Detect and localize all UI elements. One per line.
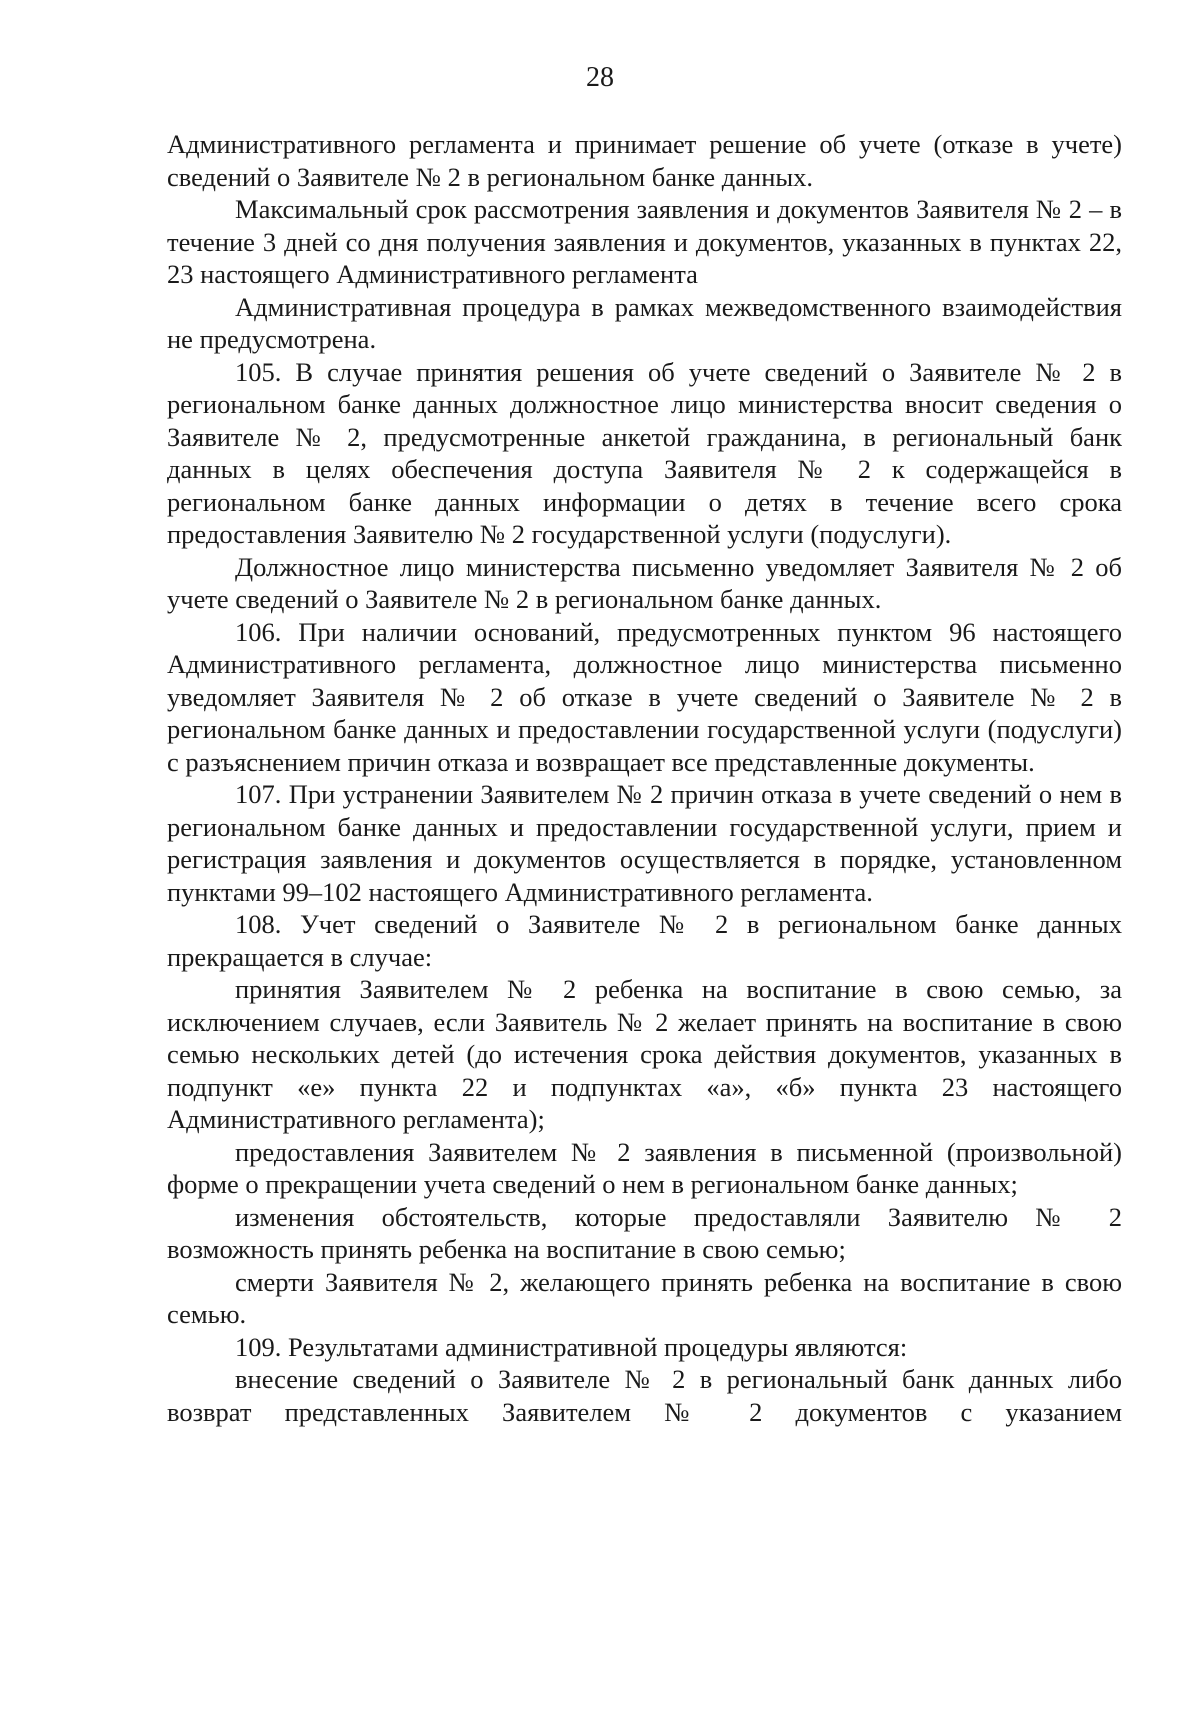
paragraph: Административного регламента и принимает решение об учете (отказе в учете) сведений о Заявителе № 2 в региональном банке данных. [167, 129, 1122, 192]
paragraph-item-105: 105. В случае принятия решения об учете сведений о Заявителе № 2 в региональном банке данных должностное лицо министерства вносит сведения о Заявителе № 2, предусмотренные анкетой гражданина, в региональный банк данных в целях обеспечения доступа Заявителя № 2 к содержащейся в региональном банке данных информации о детях в течение всего срока предоставления Заявителю № 2 государственной услуги (подуслуги). [167, 356, 1122, 549]
paragraph-item-106: 106. При наличии оснований, предусмотренных пунктом 96 настоящего Административного регламента, должностное лицо министерства письменно уведомляет Заявителя № 2 об отказе в учете сведений о Заявителе № 2 в региональном банке данных и предоставлении государственной услуги (подуслуги) с разъяснением причин отказа и возвращает все представленные документы. [167, 616, 1122, 777]
list-item: изменения обстоятельств, которые предоставляли Заявителю № 2 возможность принять ребенка на воспитание в свою семью; [167, 1201, 1122, 1264]
list-item: смерти Заявителя № 2, желающего принять ребенка на воспитание в свою семью. [167, 1266, 1122, 1329]
document-body [167, 128, 1122, 1428]
paragraph: Должностное лицо министерства письменно уведомляет Заявителя № 2 об учете сведений о Заявителе № 2 в региональном банке данных. [167, 551, 1122, 614]
page-number: 28 [586, 62, 614, 93]
paragraph: Административная процедура в рамках межведомственного взаимодействия не предусмотрена. [167, 291, 1122, 354]
list-item: предоставления Заявителем № 2 заявления в письменной (произвольной) форме о прекращении учета сведений о нем в региональном банке данных; [167, 1136, 1122, 1199]
list-item: принятия Заявителем № 2 ребенка на воспитание в свою семью, за исключением случаев, если Заявитель № 2 желает принять на воспитание в свою семью нескольких детей (до истечения срока действия документов, указанных в подпункт «е» пункта 22 и подпунктах «а», «б» пункта 23 настоящего Административного регламента); [167, 974, 1122, 1134]
paragraph-item-109: 109. Результатами административной процедуры являются: [235, 1331, 908, 1362]
paragraph: Максимальный срок рассмотрения заявления и документов Заявителя № 2 – в течение 3 дней со дня получения заявления и документов, указанных в пунктах 22, 23 настоящего Административного регламента [167, 194, 1122, 289]
paragraph-item-107: 107. При устранении Заявителем № 2 причин отказа в учете сведений о нем в региональном банке данных и предоставлении государственной услуги, прием и регистрация заявления и документов осуществляется в порядке, установленном пунктами 99–102 настоящего Административного регламента. [167, 779, 1122, 907]
paragraph-item-108: 108. Учет сведений о Заявителе № 2 в региональном банке данных прекращается в случае: [167, 909, 1122, 972]
list-item: внесение сведений о Заявителе № 2 в региональный банк данных либо возврат представленных Заявителем № 2 документов с указанием [167, 1364, 1122, 1427]
